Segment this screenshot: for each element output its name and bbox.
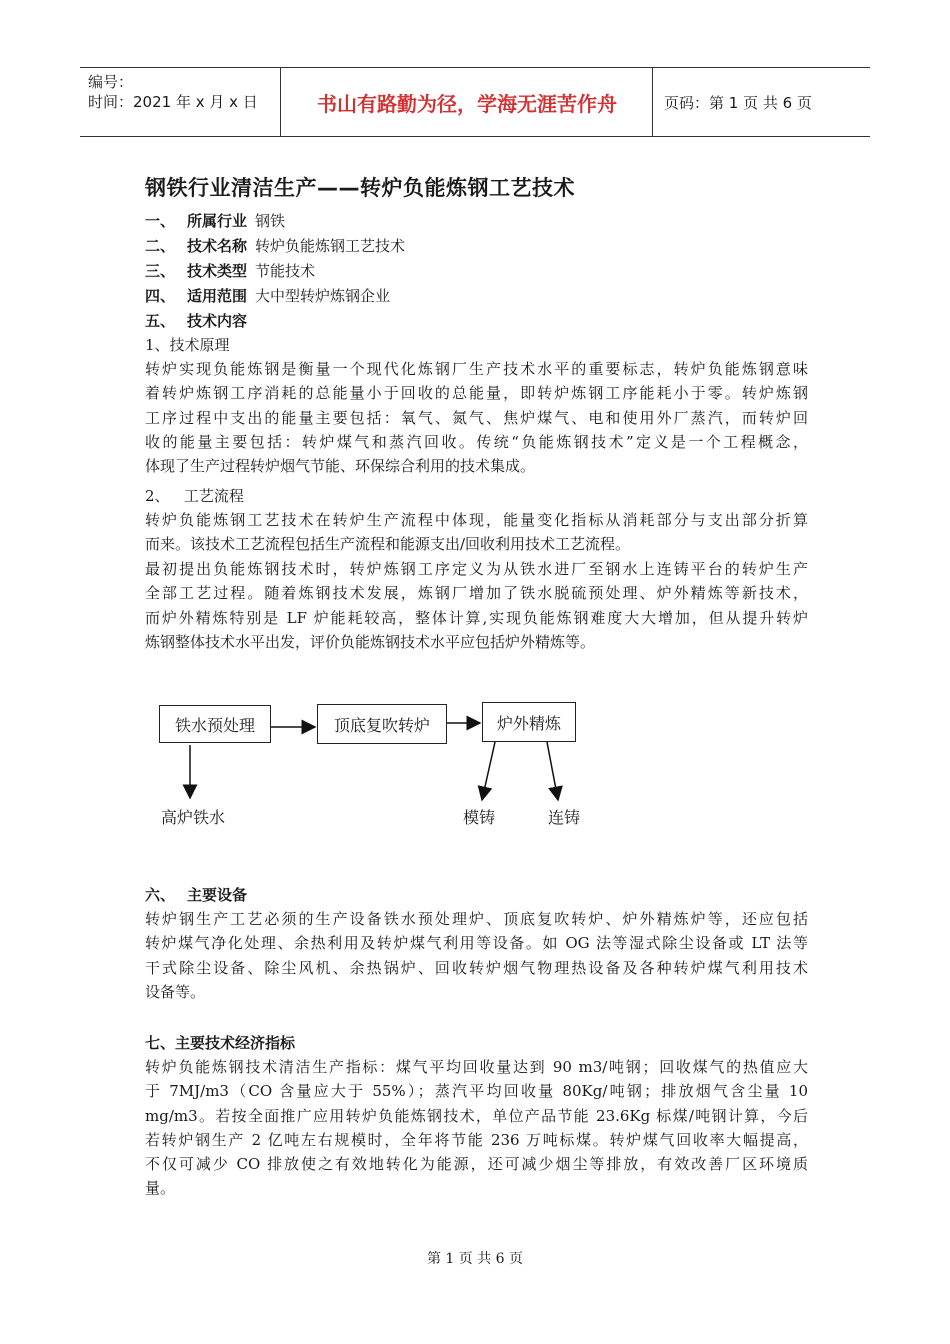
- section-label: 技术内容: [187, 312, 248, 330]
- principle-heading: 1、技术原理: [145, 336, 230, 354]
- paragraph-line: 而来。该技术工艺流程包括生产流程和能源支出/回收利用技术工艺流程。: [145, 535, 631, 554]
- document-time: 时间：2021 年 x 月 x 日: [88, 93, 258, 111]
- section-number: 六、: [145, 886, 176, 904]
- header-table: [80, 67, 870, 137]
- label-continuous-casting: 连铸: [548, 808, 581, 827]
- process-paragraph-2: [145, 557, 808, 654]
- section-tech-name: [145, 234, 405, 258]
- paragraph-line: 着转炉炼钢工序消耗的总能量小于回收的总能量，即转炉炼钢工序能耗小于零。转炉炼钢: [145, 384, 808, 403]
- section-label: 主要设备: [187, 886, 248, 904]
- process-paragraph-1: [145, 508, 808, 557]
- section-scope: [145, 284, 390, 308]
- section-value: 转炉负能炼钢工艺技术: [255, 237, 406, 255]
- paragraph-line: 最初提出负能炼钢技术时，转炉炼钢工序定义为从铁水进厂至钢水上连铸平台的转炉生产: [145, 560, 808, 578]
- equipment-heading: [145, 884, 247, 905]
- section-tech-type: [145, 259, 315, 283]
- paragraph-line: 转炉负能炼钢工艺技术在转炉生产流程中体现，能量变化指标从消耗部分与支出部分折算: [145, 511, 808, 529]
- section-number: 一、: [145, 212, 176, 230]
- section-number: 四、: [145, 287, 176, 305]
- paragraph-line: 工序过程中支出的能量主要包括：氧气、氮气、焦炉煤气、电和使用外厂蒸汽，而转炉回: [145, 408, 808, 427]
- paragraph-line: 若转炉钢生产 2 亿吨左右规模时，全年将节能 236 万吨标煤。转炉煤气回收率大幅提高，: [145, 1130, 808, 1149]
- section-number: 三、: [145, 262, 176, 280]
- section-tech-content: [145, 309, 255, 333]
- paragraph-line: 转炉负能炼钢技术清洁生产指标：煤气平均回收量达到 90 m3/吨钢；回收煤气的热值应大: [145, 1058, 808, 1076]
- header-page-info: 页码：第 1 页 共 6 页: [664, 93, 812, 112]
- principle-paragraph: [145, 357, 808, 478]
- paragraph-line: 转炉实现负能炼钢是衡量一个现代化炼钢厂生产技术水平的重要标志，转炉负能炼钢意味: [145, 360, 808, 378]
- paragraph-line: mg/m3。若按全面推广应用转炉负能炼钢技术，单位产品节能 23.6Kg 标煤/吨钢计算，今后: [145, 1106, 808, 1125]
- paragraph-line: 设备等。: [145, 982, 206, 1001]
- box-hot-metal-pretreatment: 铁水预处理: [159, 705, 271, 743]
- section-label: 技术名称: [187, 237, 248, 255]
- section-value: 钢铁: [255, 212, 286, 230]
- paragraph-line: 转炉煤气净化处理、余热利用及转炉煤气利用等设备。如 OG 法等湿式除尘设备或 LT 法等: [145, 934, 808, 953]
- section-label: 适用范围: [187, 287, 248, 305]
- label-blast-furnace-iron: 高炉铁水: [161, 808, 226, 827]
- section-industry: [145, 209, 285, 233]
- indicators-heading: 七、主要技术经济指标: [145, 1034, 296, 1052]
- process-flow-diagram: [150, 690, 610, 840]
- label-ingot-casting: 模铸: [463, 808, 496, 827]
- paragraph-line: 体现了生产过程转炉烟气节能、环保综合利用的技术集成。: [145, 457, 536, 476]
- paragraph-line: 收的能量主要包括：转炉煤气和蒸汽回收。传统“负能炼钢技术”定义是一个工程概念，: [145, 432, 808, 451]
- indicators-paragraph: [145, 1055, 808, 1201]
- section-value: 节能技术: [255, 262, 316, 280]
- box-combined-blowing-converter: 顶底复吹转炉: [317, 704, 447, 744]
- section-label: 所属行业: [187, 212, 248, 230]
- section-label: 技术类型: [187, 262, 248, 280]
- paragraph-line: 转炉钢生产工艺必须的生产设备铁水预处理炉、顶底复吹转炉、炉外精炼炉等，还应包括: [145, 910, 808, 928]
- paragraph-line: 炼钢整体技术水平出发，评价负能炼钢技术水平应包括炉外精炼等。: [145, 632, 596, 651]
- section-number: 五、: [145, 312, 176, 330]
- equipment-paragraph: [145, 907, 808, 1004]
- paragraph-line: 于 7MJ/m3（CO 含量应大于 55%）；蒸汽平均回收量 80Kg/吨钢；排放烟气含尘量 10: [145, 1082, 808, 1101]
- arrow-3-to-cast: [547, 742, 558, 800]
- paragraph-line: 全部工艺过程。随着炼钢技术发展，炼钢厂增加了铁水脱硫预处理、炉外精炼等新技术，: [145, 584, 808, 603]
- process-heading: 2、 工艺流程: [145, 487, 244, 505]
- header-info-cell: [80, 68, 281, 136]
- document-title: 钢铁行业清洁生产——转炉负能炼钢工艺技术: [145, 176, 575, 200]
- paragraph-line: 不仅可减少 CO 排放使之有效地转化为能源，还可减少烟尘等排放，有效改善厂区环境质: [145, 1155, 808, 1174]
- header-motto: 书山有路勤为径，学海无涯苦作舟: [282, 68, 653, 136]
- section-value: 大中型转炉炼钢企业: [255, 287, 391, 305]
- paragraph-line: 干式除尘设备、除尘风机、余热锅炉、回收转炉烟气物理热设备及各种转炉煤气利用技术: [145, 958, 808, 977]
- arrow-3-to-mold: [482, 742, 495, 800]
- paragraph-line: 而炉外精炼特别是 LF 炉能耗较高，整体计算,实现负能炼钢难度大大增加，但从提升转炉: [145, 608, 808, 627]
- paragraph-line: 量。: [145, 1179, 176, 1198]
- box-secondary-refining: 炉外精炼: [482, 702, 576, 742]
- section-number: 二、: [145, 237, 176, 255]
- document-number: 编号：: [88, 73, 134, 91]
- page-footer: 第 1 页 共 6 页: [426, 1251, 524, 1267]
